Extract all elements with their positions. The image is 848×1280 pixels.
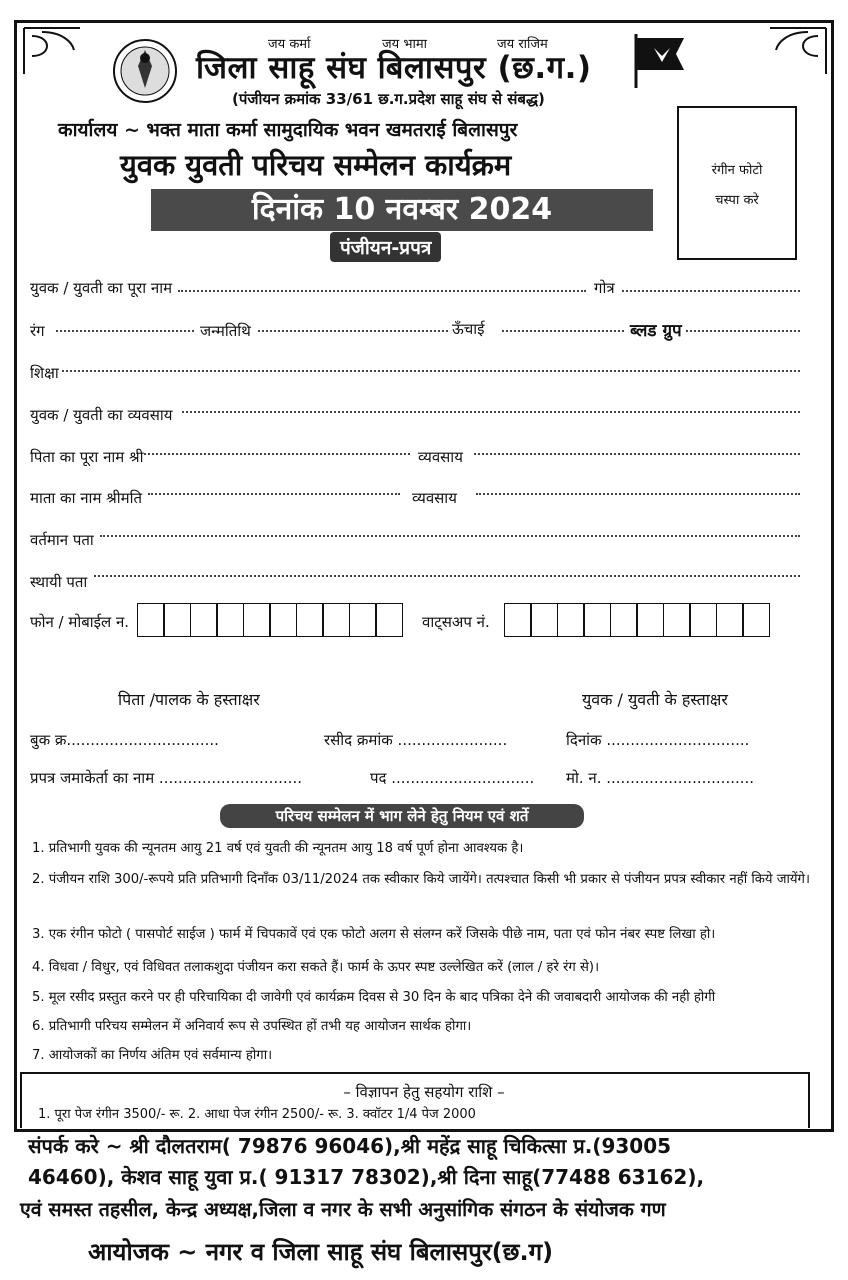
mother-name-field[interactable]	[148, 493, 400, 495]
whatsapp-label: वाट्सअप नं.	[422, 613, 490, 631]
rule-item: 2. पंजीयन राशि 300/-रूपये प्रति प्रतिभागी दिनाँक 03/11/2024 तक स्वीकार किये जायेंगे। तत्पश्चात किसी भी प्रकार से पंजीयन प्रपत्र स्वीकार नहीं किये जायेंगे।	[32, 872, 810, 887]
permanent-address-label: स्थायी पता	[30, 573, 88, 591]
photo-box[interactable]	[677, 106, 797, 260]
event-date-banner: दिनांक 10 नवम्बर 2024	[151, 189, 653, 231]
depositor-name-field[interactable]: प्रपत्र जमाकेर्ता का नाम ..............................	[30, 769, 302, 787]
height-label: ऊँचाई	[452, 320, 485, 338]
father-name-field[interactable]	[144, 453, 410, 455]
registration-note: (पंजीयन क्रमांक 33/61 छ.ग.प्रदेश साहू संघ से संबद्ध)	[232, 90, 545, 108]
candidate-signature-label: युवक / युवती के हस्ताक्षर	[582, 690, 728, 709]
rule-item: 5. मूल रसीद प्रस्तुत करने पर ही परिचायिका दी जावेगी एवं कार्यक्रम दिवस से 30 दिन के बाद पत्रिका देने की जवाबदारी आयोजक की नही होगी	[32, 990, 716, 1005]
photo-box-line1: रंगीन फोटो	[711, 163, 763, 178]
office-address: कार्यालय ~ भक्त माता कर्मा सामुदायिक भवन खमतराई बिलासपुर	[58, 119, 518, 141]
slogan-karma: जय कर्मा	[268, 37, 311, 52]
blood-group-label: ब्लड ग्रुप	[626, 318, 686, 341]
slogan-bhama: जय भामा	[382, 37, 427, 52]
organizer-line: आयोजक ~ नगर व जिला साहू संघ बिलासपुर(छ.ग)	[88, 1238, 554, 1266]
gotra-label: गोत्र	[594, 279, 615, 297]
full-name-field[interactable]	[178, 290, 586, 292]
education-label: शिक्षा	[30, 364, 59, 382]
mother-name-label: माता का नाम श्रीमति	[30, 489, 143, 507]
page-title: जिला साहू संघ बिलासपुर (छ.ग.)	[196, 50, 592, 86]
parent-signature-label: पिता /पालक के हस्ताक्षर	[118, 690, 260, 709]
current-address-label: वर्तमान पता	[30, 531, 94, 549]
post-field[interactable]: पद ..............................	[370, 769, 535, 787]
book-number-field[interactable]: बुक क्र................................	[30, 731, 219, 749]
full-name-label: युवक / युवती का पूरा नाम	[30, 279, 173, 297]
dob-field[interactable]	[258, 330, 448, 332]
color-field[interactable]	[56, 330, 194, 332]
slogan-rajim: जय राजिम	[497, 37, 548, 52]
rule-item: 4. विधवा / विधुर, एवं विधिवत तलाकशुदा पंजीयन करा सकते हैं। फार्म के ऊपर स्पष्ट उल्लेखित करें (लाल / हरे रंग से)।	[32, 960, 600, 975]
ad-title: – विज्ञापन हेतु सहयोग राशि –	[343, 1083, 505, 1101]
color-label: रंग	[30, 322, 45, 340]
father-occupation-field[interactable]	[474, 453, 800, 455]
receipt-number-field[interactable]: रसीद क्रमांक .......................	[324, 731, 508, 749]
phone-label: फोन / मोबाईल न.	[30, 613, 130, 631]
dob-label: जन्मतिथि	[200, 322, 251, 340]
rule-item: 7. आयोजकों का निर्णय अंतिम एवं सर्वमान्य होगा।	[32, 1048, 273, 1063]
occupation-label: युवक / युवती का व्यवसाय	[30, 406, 173, 424]
father-occupation-label: व्यवसाय	[418, 448, 463, 466]
photo-box-line2: चस्पा करे	[715, 193, 759, 208]
permanent-address-field[interactable]	[94, 575, 800, 577]
father-name-label: पिता का पूरा नाम श्री	[30, 448, 144, 466]
education-field[interactable]	[62, 370, 800, 372]
flag-icon	[632, 32, 688, 90]
contact-line: संपर्क करे ~ श्री दौलतराम( 79876 96046),श्री महेंद्र साहू चिकित्सा प्र.(93005	[28, 1134, 672, 1158]
deity-logo-icon	[112, 38, 178, 104]
event-title: युवक युवती परिचय सम्मेलन कार्यक्रम	[120, 148, 512, 182]
gotra-field[interactable]	[622, 290, 800, 292]
rule-item: 3. एक रंगीन फोटो ( पासपोर्ट साईज ) फार्म में चिपकावें एवं एक फोटो अलग से संलग्न करें जिसके पीछे नाम, पता एवं फोन नंबर स्पष्ट लिखा हो।	[32, 927, 716, 942]
rule-item: 6. प्रतिभागी परिचय सम्मेलन में अनिवार्य रूप से उपस्थित हों तभी यह आयोजन सार्थक होगा।	[32, 1019, 472, 1034]
contact-line: 46460), केशव साहू युवा प्र.( 91317 78302),श्री दिना साहू(77488 63162),	[28, 1165, 705, 1189]
office-date-field[interactable]: दिनांक ..............................	[566, 731, 750, 749]
form-tag: पंजीयन-प्रपत्र	[330, 232, 441, 262]
ad-rates: 1. पूरा पेज रंगीन 3500/- रू. 2. आधा पेज रंगीन 2500/- रू. 3. क्वॉटर 1/4 पेज 2000	[38, 1107, 476, 1122]
mother-occupation-field[interactable]	[476, 493, 800, 495]
phone-input-boxes[interactable]	[138, 603, 403, 637]
corner-ornament-icon	[768, 26, 828, 76]
whatsapp-input-boxes[interactable]	[505, 603, 770, 637]
rules-banner: परिचय सम्मेलन में भाग लेने हेतु नियम एवं शर्ते	[220, 804, 584, 828]
corner-ornament-icon	[22, 26, 82, 76]
current-address-field[interactable]	[100, 535, 800, 537]
mother-occupation-label: व्यवसाय	[412, 489, 457, 507]
occupation-field[interactable]	[182, 411, 800, 413]
rule-item: 1. प्रतिभागी युवक की न्यूनतम आयु 21 वर्ष एवं युवती की न्यूनतम आयु 18 वर्ष पूर्ण होना आवश्यक है।	[32, 841, 524, 856]
contact-line: एवं समस्त तहसील, केन्द्र अध्यक्ष,जिला व नगर के सभी अनुसांगिक संगठन के संयोजक गण	[20, 1198, 666, 1221]
mobile-field[interactable]: मो. न. ...............................	[566, 769, 755, 787]
